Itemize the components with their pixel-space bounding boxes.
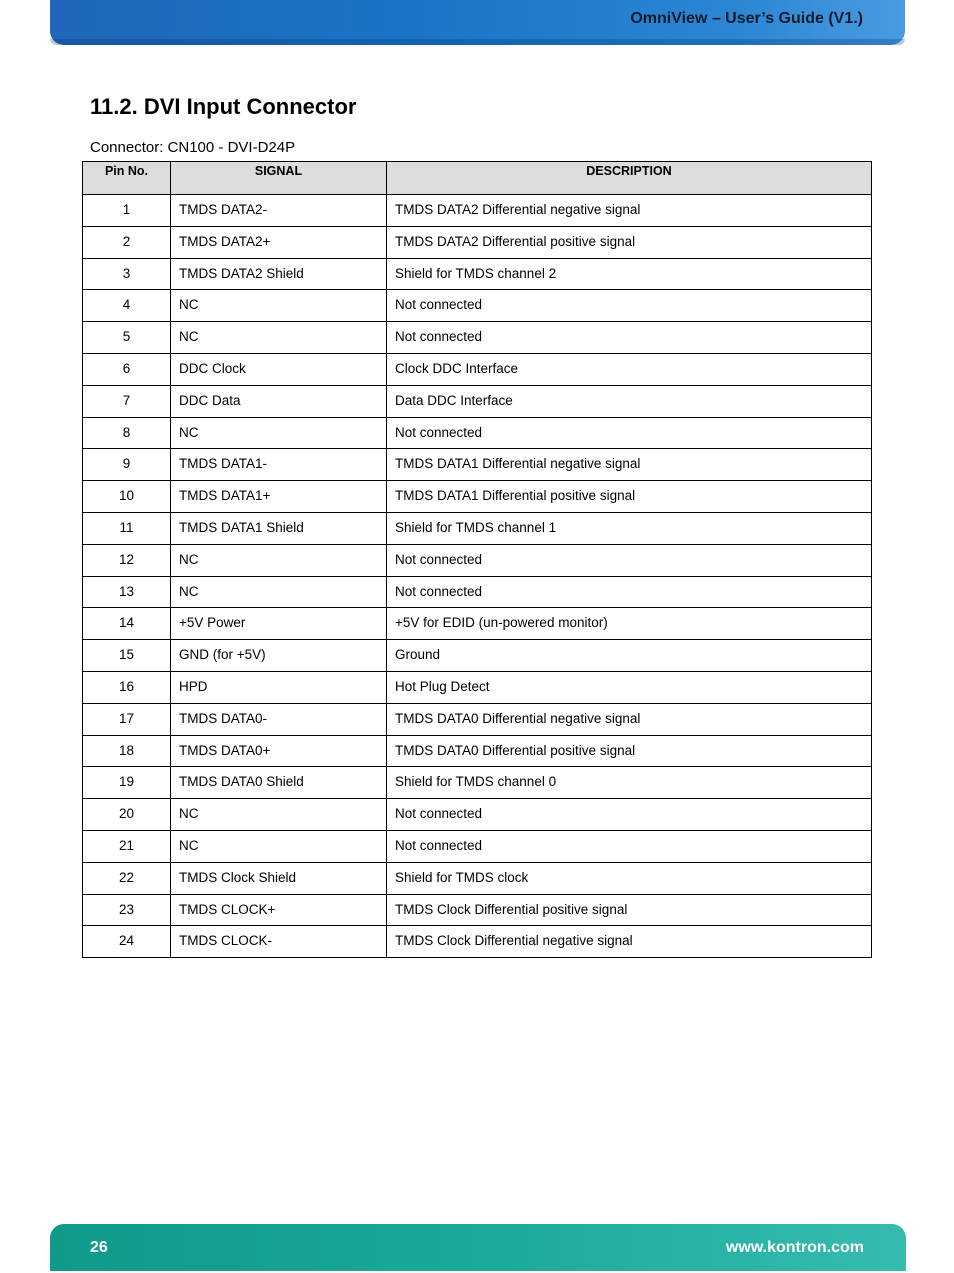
description-cell: Hot Plug Detect bbox=[387, 671, 872, 703]
table-row bbox=[83, 290, 872, 322]
table-row bbox=[83, 258, 872, 290]
pin-cell: 21 bbox=[83, 830, 171, 862]
pin-cell: 6 bbox=[83, 353, 171, 385]
header-band bbox=[50, 0, 905, 45]
signal-cell: TMDS CLOCK- bbox=[171, 926, 387, 958]
pin-cell: 1 bbox=[83, 195, 171, 227]
table-header-row bbox=[83, 162, 872, 195]
pin-cell: 17 bbox=[83, 703, 171, 735]
page-number: 26 bbox=[90, 1239, 108, 1256]
description-cell: TMDS Clock Differential positive signal bbox=[387, 894, 872, 926]
description-cell: TMDS Clock Differential negative signal bbox=[387, 926, 872, 958]
column-header-signal: SIGNAL bbox=[171, 162, 387, 195]
table-row bbox=[83, 449, 872, 481]
table-row bbox=[83, 385, 872, 417]
website-link[interactable]: www.kontron.com bbox=[725, 1239, 864, 1256]
description-cell: Clock DDC Interface bbox=[387, 353, 872, 385]
signal-cell: NC bbox=[171, 544, 387, 576]
pin-cell: 4 bbox=[83, 290, 171, 322]
table-row bbox=[83, 544, 872, 576]
footer-band bbox=[50, 1224, 906, 1271]
table-row bbox=[83, 512, 872, 544]
table-row bbox=[83, 353, 872, 385]
column-header-pin: Pin No. bbox=[83, 162, 171, 195]
pin-cell: 24 bbox=[83, 926, 171, 958]
signal-cell: DDC Clock bbox=[171, 353, 387, 385]
pin-cell: 11 bbox=[83, 512, 171, 544]
table-body bbox=[83, 195, 872, 958]
description-cell: Shield for TMDS channel 0 bbox=[387, 767, 872, 799]
pin-cell: 16 bbox=[83, 671, 171, 703]
pin-cell: 15 bbox=[83, 640, 171, 672]
column-header-description: DESCRIPTION bbox=[387, 162, 872, 195]
signal-cell: HPD bbox=[171, 671, 387, 703]
pin-cell: 3 bbox=[83, 258, 171, 290]
description-cell: Shield for TMDS channel 2 bbox=[387, 258, 872, 290]
table-row bbox=[83, 926, 872, 958]
pin-cell: 14 bbox=[83, 608, 171, 640]
pin-cell: 10 bbox=[83, 481, 171, 513]
description-cell: Not connected bbox=[387, 417, 872, 449]
signal-cell: TMDS DATA2 Shield bbox=[171, 258, 387, 290]
table-row bbox=[83, 767, 872, 799]
description-cell: Not connected bbox=[387, 576, 872, 608]
pin-cell: 7 bbox=[83, 385, 171, 417]
description-cell: Shield for TMDS channel 1 bbox=[387, 512, 872, 544]
signal-cell: +5V Power bbox=[171, 608, 387, 640]
signal-cell: NC bbox=[171, 290, 387, 322]
table-row bbox=[83, 703, 872, 735]
table-row bbox=[83, 799, 872, 831]
table-row bbox=[83, 735, 872, 767]
pin-cell: 5 bbox=[83, 322, 171, 354]
description-cell: Not connected bbox=[387, 290, 872, 322]
description-cell: Not connected bbox=[387, 544, 872, 576]
table-row bbox=[83, 608, 872, 640]
signal-cell: TMDS DATA0 Shield bbox=[171, 767, 387, 799]
description-cell: Not connected bbox=[387, 799, 872, 831]
document-title: OmniView – User’s Guide (V1.) bbox=[630, 10, 863, 27]
signal-cell: TMDS DATA1- bbox=[171, 449, 387, 481]
pin-cell: 12 bbox=[83, 544, 171, 576]
description-cell: TMDS DATA0 Differential negative signal bbox=[387, 703, 872, 735]
description-cell: TMDS DATA0 Differential positive signal bbox=[387, 735, 872, 767]
pin-cell: 19 bbox=[83, 767, 171, 799]
description-cell: TMDS DATA2 Differential positive signal bbox=[387, 226, 872, 258]
pin-cell: 9 bbox=[83, 449, 171, 481]
pin-cell: 8 bbox=[83, 417, 171, 449]
pin-assignment-table bbox=[82, 161, 872, 958]
description-cell: TMDS DATA2 Differential negative signal bbox=[387, 195, 872, 227]
description-cell: TMDS DATA1 Differential positive signal bbox=[387, 481, 872, 513]
pin-cell: 2 bbox=[83, 226, 171, 258]
signal-cell: NC bbox=[171, 322, 387, 354]
signal-cell: TMDS DATA0- bbox=[171, 703, 387, 735]
description-cell: Not connected bbox=[387, 830, 872, 862]
pin-cell: 18 bbox=[83, 735, 171, 767]
table-row bbox=[83, 894, 872, 926]
description-cell: Data DDC Interface bbox=[387, 385, 872, 417]
table-row bbox=[83, 576, 872, 608]
signal-cell: TMDS Clock Shield bbox=[171, 862, 387, 894]
table-row bbox=[83, 671, 872, 703]
signal-cell: TMDS DATA2+ bbox=[171, 226, 387, 258]
table-row bbox=[83, 640, 872, 672]
signal-cell: TMDS CLOCK+ bbox=[171, 894, 387, 926]
description-cell: TMDS DATA1 Differential negative signal bbox=[387, 449, 872, 481]
connector-label: Connector: CN100 - DVI-D24P bbox=[90, 139, 296, 156]
description-cell: Shield for TMDS clock bbox=[387, 862, 872, 894]
table-row bbox=[83, 481, 872, 513]
description-cell: +5V for EDID (un-powered monitor) bbox=[387, 608, 872, 640]
description-cell: Ground bbox=[387, 640, 872, 672]
pin-cell: 23 bbox=[83, 894, 171, 926]
signal-cell: DDC Data bbox=[171, 385, 387, 417]
signal-cell: NC bbox=[171, 576, 387, 608]
table-row bbox=[83, 417, 872, 449]
table-row bbox=[83, 195, 872, 227]
signal-cell: TMDS DATA1+ bbox=[171, 481, 387, 513]
section-title: 11.2. DVI Input Connector bbox=[90, 94, 357, 119]
signal-cell: TMDS DATA0+ bbox=[171, 735, 387, 767]
table-row bbox=[83, 226, 872, 258]
signal-cell: TMDS DATA2- bbox=[171, 195, 387, 227]
description-cell: Not connected bbox=[387, 322, 872, 354]
signal-cell: NC bbox=[171, 799, 387, 831]
table-row bbox=[83, 322, 872, 354]
table-row bbox=[83, 830, 872, 862]
signal-cell: TMDS DATA1 Shield bbox=[171, 512, 387, 544]
pin-cell: 22 bbox=[83, 862, 171, 894]
pin-cell: 20 bbox=[83, 799, 171, 831]
signal-cell: NC bbox=[171, 830, 387, 862]
pin-cell: 13 bbox=[83, 576, 171, 608]
signal-cell: GND (for +5V) bbox=[171, 640, 387, 672]
table-row bbox=[83, 862, 872, 894]
signal-cell: NC bbox=[171, 417, 387, 449]
